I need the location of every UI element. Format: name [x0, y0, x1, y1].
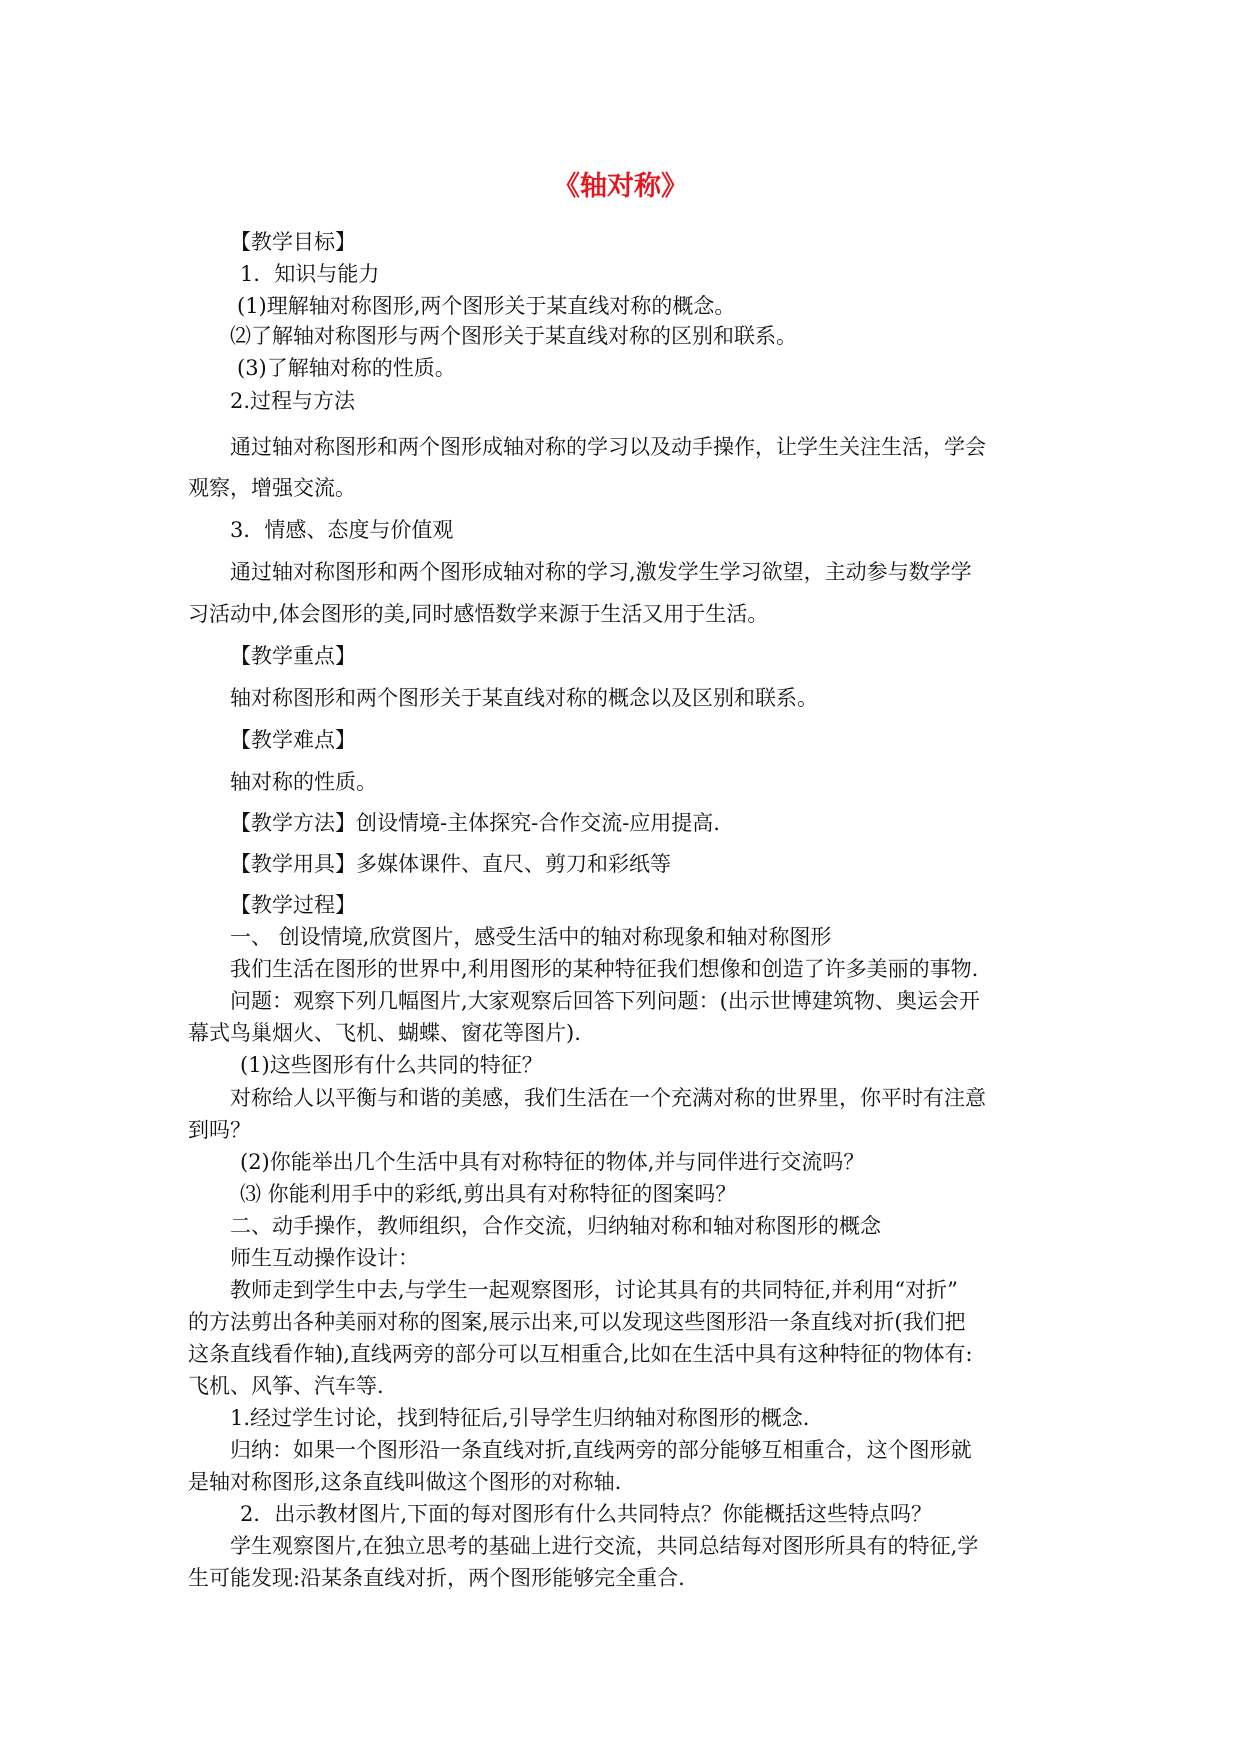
text-line: 【教学过程】 — [230, 893, 356, 917]
text-line: 飞机、风筝、汽车等. — [188, 1374, 384, 1398]
text-line: 一、 创设情境,欣赏图片，感受生活中的轴对称现象和轴对称图形 — [230, 925, 832, 949]
text-line: 学生观察图片,在独立思考的基础上进行交流，共同总结每对图形所具有的特征,学 — [230, 1534, 979, 1558]
text-line: 【教学重点】 — [230, 644, 356, 668]
text-line: (1)这些图形有什么共同的特征？ — [240, 1053, 543, 1077]
text-line: 2.过程与方法 — [230, 389, 356, 413]
text-line: 二、动手操作，教师组织，合作交流，归纳轴对称和轴对称图形的概念 — [230, 1214, 881, 1238]
text-line: (1)理解轴对称图形,两个图形关于某直线对称的概念。 — [237, 294, 736, 318]
text-line: ⑵了解轴对称图形与两个图形关于某直线对称的区别和联系。 — [230, 324, 797, 348]
text-line: 问题：观察下列几幅图片,大家观察后回答下列问题：(出示世博建筑物、奥运会开 — [230, 989, 980, 1013]
text-line: 【教学方法】创设情境-主体探究-合作交流-应用提高. — [230, 811, 720, 835]
text-line: 【教学用具】多媒体课件、直尺、剪刀和彩纸等 — [230, 852, 671, 876]
text-line: 【教学难点】 — [230, 728, 356, 752]
text-line: 这条直线看作轴),直线两旁的部分可以互相重合,比如在生活中具有这种特征的物体有: — [188, 1342, 973, 1366]
text-line: 幕式鸟巢烟火、飞机、蝴蝶、窗花等图片). — [188, 1021, 581, 1045]
document-title: 《轴对称》 — [553, 171, 688, 202]
text-line: 轴对称的性质。 — [230, 770, 377, 794]
text-line: 生可能发现:沿某条直线对折，两个图形能够完全重合. — [188, 1566, 685, 1590]
text-line: 归纳：如果一个图形沿一条直线对折,直线两旁的部分能够互相重合，这个图形就 — [230, 1438, 972, 1462]
text-line: 是轴对称图形,这条直线叫做这个图形的对称轴. — [188, 1470, 622, 1494]
text-line: 【教学目标】 — [230, 230, 356, 254]
text-line: 2．出示教材图片,下面的每对图形有什么共同特点？你能概括这些特点吗？ — [240, 1502, 933, 1526]
text-line: 的方法剪出各种美丽对称的图案,展示出来,可以发现这些图形沿一条直线对折(我们把 — [188, 1310, 966, 1334]
text-line: (3)了解轴对称的性质。 — [237, 356, 456, 380]
text-line: 师生互动操作设计： — [230, 1246, 419, 1270]
text-line: 轴对称图形和两个图形关于某直线对称的概念以及区别和联系。 — [230, 686, 818, 710]
text-line: 对称给人以平衡与和谐的美感，我们生活在一个充满对称的世界里，你平时有注意 — [230, 1086, 986, 1110]
text-line: 通过轴对称图形和两个图形成轴对称的学习以及动手操作，让学生关注生活，学会 — [230, 435, 986, 459]
text-line: 习活动中,体会图形的美,同时感悟数学来源于生活又用于生活。 — [188, 602, 769, 626]
text-line: 我们生活在图形的世界中,利用图形的某种特征我们想像和创造了许多美丽的事物. — [230, 957, 979, 981]
text-line: 到吗？ — [188, 1118, 251, 1142]
text-line: 观察，增强交流。 — [188, 476, 356, 500]
text-line: 教师走到学生中去,与学生一起观察图形，讨论其具有的共同特征,并利用“对折” — [230, 1278, 958, 1302]
text-line: 3．情感、态度与价值观 — [230, 518, 454, 542]
text-line: 1．知识与能力 — [240, 262, 380, 286]
text-line: (2)你能举出几个生活中具有对称特征的物体,并与同伴进行交流吗？ — [240, 1150, 865, 1174]
text-line: ⑶ 你能利用手中的彩纸,剪出具有对称特征的图案吗？ — [240, 1182, 737, 1206]
text-line: 1.经过学生讨论，找到特征后,引导学生归纳轴对称图形的概念. — [230, 1406, 810, 1430]
text-line: 通过轴对称图形和两个图形成轴对称的学习,激发学生学习欲望，主动参与数学学 — [230, 560, 972, 584]
